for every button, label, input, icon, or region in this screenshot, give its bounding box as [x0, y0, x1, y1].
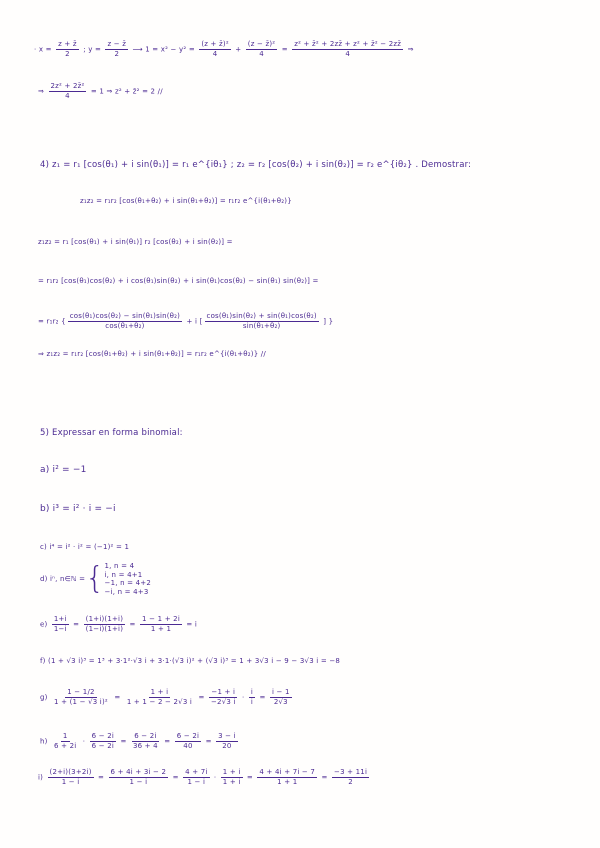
item-g: g) $\frac{1 - 1/2}{\text{1 + (1 − √3 i)²}}$ = $\frac{1 + i}{1 + 1 - 2 - 2√3 i}$ = $\frac{-1 + i}{-2√3 i}$ · $\frac{i}{i}$ = $\frac{i - 1}{2√3}$ [40, 688, 290, 706]
item-b: b) i³ = i² · i = −i [40, 504, 116, 514]
left-brace: { [85, 561, 105, 596]
fraction: $\frac{4 + 4i + 7i - 7}{1 + 1}$ [259, 768, 316, 786]
item-c: c) i⁴ = i² · i² = (−1)² = 1 [40, 543, 130, 551]
fraction: $\frac{6 - 2i}{36 + 4}$ [132, 732, 158, 750]
proof-step-1: z₁z₂ = r₁ [cos(θ₁) + i sin(θ₁)] r₂ [cos(θ₂) + i sin(θ₂)] = [38, 238, 233, 246]
proof-step-2: = r₁r₂ [cos(θ₁)cos(θ₂) + i cos(θ₁)sin(θ₂) + i sin(θ₁)cos(θ₂) − sin(θ₁) sin(θ₂)] = [38, 277, 319, 285]
problem-5-heading: 5) Expressar en forma binomial: [40, 428, 183, 438]
item-h: h) $\frac{1}{6 + 2i}$ · $\frac{6 - 2i}{6 - 2i}$ = $\frac{6 - 2i}{36 + 4}$ = $\frac{6 - 2i}{40}$ = $\frac{3 - i}{20}$ [40, 732, 236, 750]
fraction: $\frac{(2+i)(3+2i)}{1 - i}$ [49, 768, 92, 786]
fraction: $\frac{1 - 1 + 2i}{1 + 1}$ [142, 615, 180, 633]
fraction: $\frac{i}{i}$ [250, 688, 254, 706]
fraction: $\frac{1 - 1/2}{\text{1 + (1 − √3 i)²}}$ [54, 688, 108, 706]
fraction: $\frac{-1 + i}{-2√3 i}$ [210, 688, 236, 706]
fraction: $\frac{6 - 2i}{40}$ [176, 732, 200, 750]
fraction: $\frac{\text{(z + z̄)²}}{4}$ [201, 40, 229, 58]
proof-conclusion: ⇒ z₁z₂ = r₁r₂ [cos(θ₁+θ₂) + i sin(θ₁+θ₂)] = r₁r₂ e^{i(θ₁+θ₂)} // [38, 350, 266, 358]
item-e: e) $\frac{1+i}{1-i}$ = $\frac{(1+i)(1+i)}{(1-i)(1+i)}$ = $\frac{1 - 1 + 2i}{1 + 1}$ = i [40, 615, 198, 633]
fraction: $\frac{z - z̄}{2}$ [107, 40, 127, 58]
fraction: $\frac{3 - i}{20}$ [218, 732, 236, 750]
underbrace-group: $\frac{\text{cos(θ₁)sin(θ₂) + sin(θ₁)cos(θ₂)}}{\text{sin(θ₁+θ₂)}}$ [206, 312, 317, 330]
equation-line-1: · x = $\frac{z + z̄}{2}$ ; y = $\frac{z - z̄}{2}$ ⟶ 1 = x² − y² = $\frac{\text{(z + z̄)²}}{4}$ + $\frac{\text{(z − z̄)²}}{4}$ = $\frac{\text{z² + z̄² + 2zz̄ + z² + z̄² − 2zz̄}}{4}$ ⇒ [34, 40, 414, 58]
fraction: $\frac{1+i}{1-i}$ [53, 615, 67, 633]
problem-4-goal: z₁z₂ = r₁r₂ [cos(θ₁+θ₂) + i sin(θ₁+θ₂)] = r₁r₂ e^{i(θ₁+θ₂)} [80, 197, 292, 205]
fraction: $\frac{i - 1}{2√3}$ [271, 688, 290, 706]
fraction: $\frac{6 + 4i + 3i - 2}{1 - i}$ [110, 768, 167, 786]
problem-4-statement: 4) z₁ = r₁ [cos(θ₁) + i sin(θ₁)] = r₁ e^{iθ₁} ; z₂ = r₂ [cos(θ₂) + i sin(θ₂)] = r₂ e^{iθ₂} . Demostrar: [40, 160, 472, 170]
cases: 1, n = 4 i, n = 4+1 −1, n = 4+2 −i, n = 4+3 [104, 562, 152, 596]
fraction: $\frac{4 + 7i}{1 - i}$ [185, 768, 208, 786]
item-a: a) i² = −1 [40, 465, 87, 475]
proof-step-3: = r₁r₂ { $\frac{\text{cos(θ₁)cos(θ₂) − sin(θ₁)sin(θ₂)}}{\text{cos(θ₁+θ₂)}}$ + i [ $\frac{\text{cos(θ₁)sin(θ₂) + sin(θ₁)cos(θ₂)}}{\text{sin(θ₁+θ₂)}}$ ] } [38, 312, 334, 330]
item-f: f) (1 + √3 i)³ = 1³ + 3·1²·√3 i + 3·1·(√3 i)² + (√3 i)³ = 1 + 3√3 i − 9 − 3√3 i = −8 [40, 657, 341, 665]
fraction: $\frac{6 - 2i}{6 - 2i}$ [91, 732, 115, 750]
equation-line-2: ⇒ $\frac{\text{2z² + 2z̄²}}{4}$ = 1 ⇒ z² + z̄² = 2 // [38, 82, 163, 100]
underbrace-group: $\frac{\text{cos(θ₁)cos(θ₂) − sin(θ₁)sin(θ₂)}}{\text{cos(θ₁+θ₂)}}$ [69, 312, 181, 330]
fraction: $\frac{\text{(z − z̄)²}}{4}$ [247, 40, 276, 58]
item-i: i) $\frac{(2+i)(3+2i)}{1 - i}$ = $\frac{6 + 4i + 3i - 2}{1 - i}$ = $\frac{4 + 7i}{1 - i}$ · $\frac{1 + i}{1 + i}$ = $\frac{4 + 4i + 7i - 7}{1 + 1}$ = $\frac{-3 + 11i}{2}$ [38, 768, 368, 786]
fraction: $\frac{\text{z² + z̄² + 2zz̄ + z² + z̄² − 2zz̄}}{4}$ [294, 40, 402, 58]
fraction: $\frac{z + z̄}{2}$ [58, 40, 77, 58]
fraction: $\frac{1 + i}{1 + i}$ [222, 768, 241, 786]
item-d: d) iⁿ, n∈ℕ ={ 1, n = 4 i, n = 4+1 −1, n = 4+2 −i, n = 4+3 [40, 561, 152, 596]
fraction: $\frac{\text{2z² + 2z̄²}}{4}$ [50, 82, 85, 100]
fraction: $\frac{-3 + 11i}{2}$ [334, 768, 368, 786]
fraction: $\frac{1 + i}{1 + 1 - 2 - 2√3 i}$ [126, 688, 193, 706]
fraction: $\frac{(1+i)(1+i)}{(1-i)(1+i)}$ [85, 615, 124, 633]
fraction: $\frac{1}{6 + 2i}$ [54, 732, 77, 750]
